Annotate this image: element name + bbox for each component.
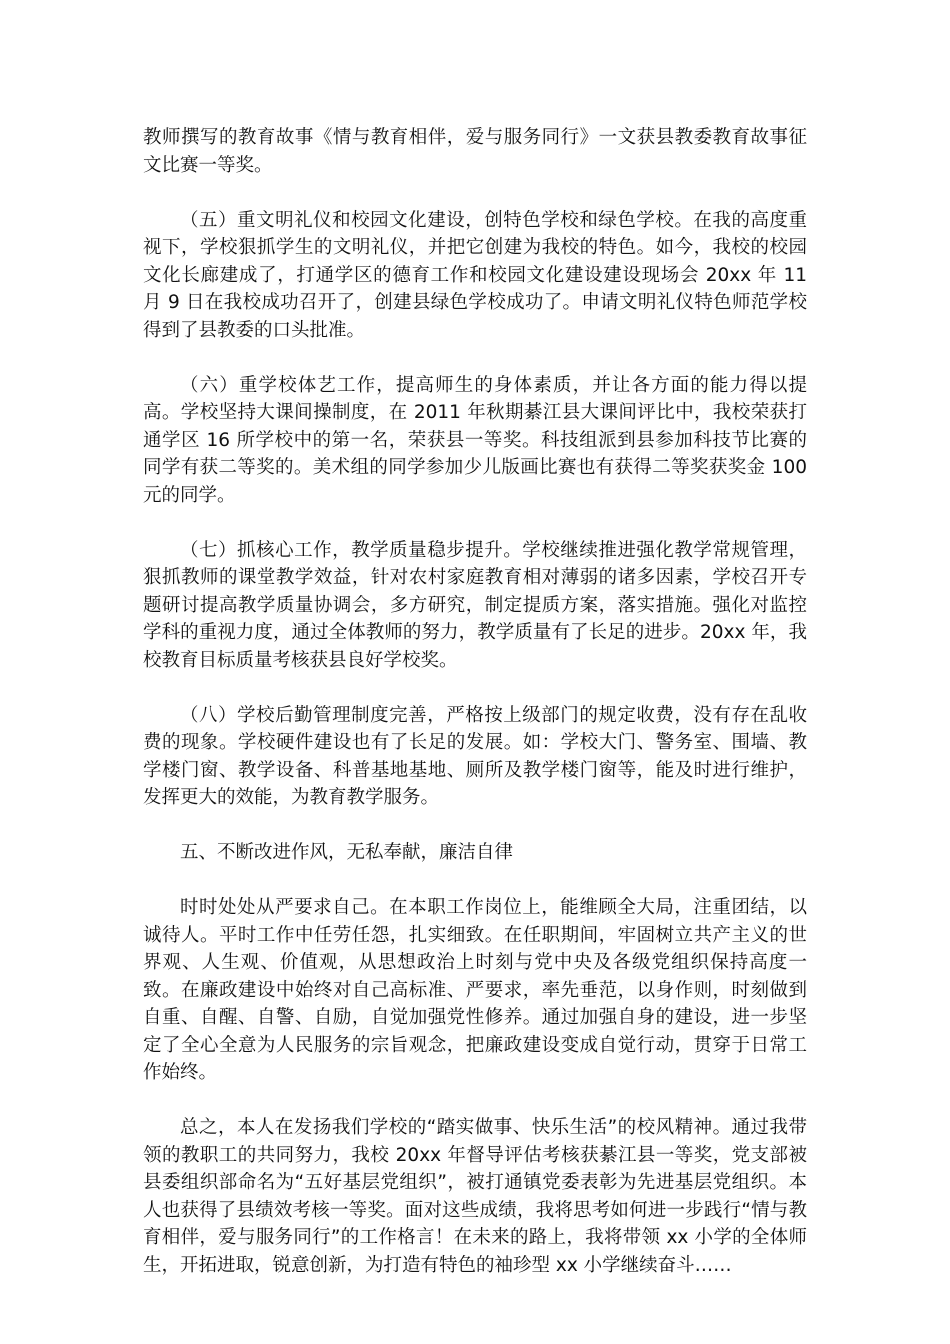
paragraph-continuation: 教师撰写的教育故事《情与教育相伴，爱与服务同行》一文获县教委教育故事征文比赛一等奖。	[143, 127, 807, 176]
section-heading-5: 五、不断改进作风，无私奉献，廉洁自律	[180, 842, 514, 863]
document-body	[143, 124, 807, 1279]
paragraph-section-7: （七）抓核心工作，教学质量稳步提升。学校继续推进强化教学常规管理，狠抓教师的课堂教学效益，针对农村家庭教育相对薄弱的诸多因素，学校召开专题研讨提高教学质量协调会，多方研究，制定提质方案，落实措施。强化对监控学科的重视力度，通过全体教师的努力，教学质量有了长足的进步。20xx 年，我校教育目标质量考核获县良好学校奖。	[143, 539, 807, 671]
paragraph-self-discipline: 时时处处从严要求自己。在本职工作岗位上，能维顾全大局，注重团结，以诚待人。平时工作中任劳任怨，扎实细致。在任职期间，牢固树立共产主义的世界观、人生观、价值观，从思想政治上时刻与党中央及各级党组织保持高度一致。在廉政建设中始终对自己高标准、严要求，率先垂范，以身作则，时刻做到自重、自醒、自警、自励，自觉加强党性修养。通过加强自身的建设，进一步坚定了全心全意为人民服务的宗旨观念，把廉政建设变成自觉行动，贯穿于日常工作始终。	[143, 897, 807, 1083]
paragraph-section-5: （五）重文明礼仪和校园文化建设，创特色学校和绿色学校。在我的高度重视下，学校狠抓学生的文明礼仪，并把它创建为我校的特色。如今，我校的校园文化长廊建成了，打通学区的德育工作和校园文化建设建设现场会 20xx 年 11 月 9 日在我校成功召开了，创建县绿色学校成功了。申请文明礼仪特色师范学校得到了县教委的口头批准。	[143, 209, 807, 341]
paragraph-summary: 总之，本人在发扬我们学校的“踏实做事、快乐生活”的校风精神。通过我带领的教职工的共同努力，我校 20xx 年督导评估考核获綦江县一等奖，党支部被县委组织部命名为“五好基层党组织”，被打通镇党委表彰为先进基层党组织。本人也获得了县绩效考核一等奖。面对这些成绩，我将思考如何进一步践行“情与教育相伴，爱与服务同行”的工作格言！在未来的路上，我将带领 xx 小学的全体师生，开拓进取，锐意创新，为打造有特色的袖珍型 xx 小学继续奋斗……	[143, 1117, 807, 1276]
paragraph-section-8: （八）学校后勤管理制度完善，严格按上级部门的规定收费，没有存在乱收费的现象。学校硬件建设也有了长足的发展。如：学校大门、警务室、围墙、教学楼门窗、教学设备、科普基地基地、厕所及教学楼门窗等，能及时进行维护，发挥更大的效能，为教育教学服务。	[143, 704, 807, 808]
paragraph-section-6: （六）重学校体艺工作，提高师生的身体素质，并让各方面的能力得以提高。学校坚持大课间操制度，在 2011 年秋期綦江县大课间评比中，我校荣获打通学区 16 所学校中的第一名，荣获县一等奖。科技组派到县参加科技节比赛的同学有获二等奖的。美术组的同学参加少儿版画比赛也有获得二等奖获奖金 100 元的同学。	[143, 374, 807, 506]
